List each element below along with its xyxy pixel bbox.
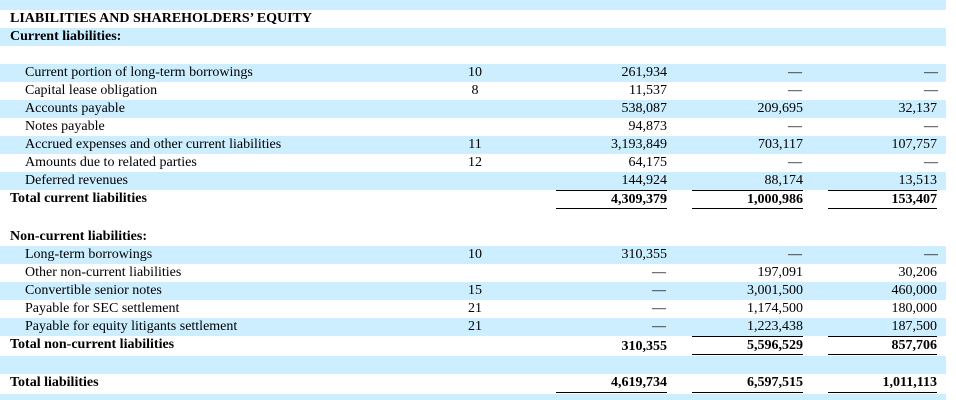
- row-note: [455, 118, 495, 136]
- row-value-c1: 144,924: [621, 173, 667, 188]
- row-label: Payable for equity litigants settlement: [25, 319, 238, 334]
- row-value-c1: —: [652, 283, 666, 298]
- total-liabilities-c2: 6,597,515: [692, 374, 803, 395]
- row-note: 21: [468, 301, 482, 316]
- row-note: [455, 264, 495, 282]
- row-value-c3: —: [924, 155, 938, 170]
- row-note: 8: [471, 83, 479, 98]
- total-noncurrent-label: Total non-current liabilities: [10, 337, 175, 352]
- row-value-c2: —: [788, 65, 802, 80]
- table-row: [0, 118, 946, 136]
- row-label: Current portion of long-term borrowings: [25, 65, 253, 80]
- row-label: Accounts payable: [25, 101, 125, 116]
- row-value-c1: 3,193,849: [611, 137, 667, 152]
- row-label: Notes payable: [25, 119, 105, 134]
- row-note: [455, 172, 495, 190]
- current-liabilities-header: Current liabilities:: [10, 29, 122, 44]
- row-note: 10: [468, 247, 482, 262]
- row-value-c3: 180,000: [891, 301, 937, 316]
- row-note: 21: [468, 319, 482, 334]
- total-current-label: Total current liabilities: [10, 191, 147, 206]
- row-note: 15: [468, 283, 482, 298]
- table-row: [0, 282, 946, 300]
- total-current-c3: 153,407: [828, 190, 937, 209]
- row-value-c1: —: [652, 265, 666, 280]
- band-top: [0, 0, 946, 10]
- total-current-row: [0, 190, 946, 208]
- total-liabilities-c1: 4,619,734: [556, 374, 667, 395]
- row-value-c3: 30,206: [898, 265, 937, 280]
- row-label: Other non-current liabilities: [25, 265, 182, 280]
- total-liabilities-label: Total liabilities: [10, 375, 99, 390]
- row-value-c1: 310,355: [621, 247, 667, 262]
- row-value-c3: 107,757: [891, 137, 937, 152]
- current-header-row: [0, 28, 946, 46]
- table-row: [0, 154, 946, 172]
- row-value-c2: —: [788, 247, 802, 262]
- total-noncurrent-c2: 5,596,529: [692, 336, 803, 355]
- total-noncurrent-c3: 857,706: [828, 336, 937, 355]
- row-note: 12: [468, 155, 482, 170]
- table-row: [0, 64, 946, 82]
- row-value-c3: 32,137: [898, 101, 937, 116]
- row-value-c1: —: [652, 301, 666, 316]
- row-value-c2: —: [788, 155, 802, 170]
- row-label: Amounts due to related parties: [25, 155, 197, 170]
- section-title: LIABILITIES AND SHAREHOLDERS’ EQUITY: [10, 11, 312, 26]
- row-value-c3: —: [924, 65, 938, 80]
- row-value-c2: 209,695: [757, 101, 803, 116]
- row-value-c2: —: [788, 83, 802, 98]
- table-row: [0, 264, 946, 282]
- row-value-c3: —: [924, 83, 938, 98]
- row-value-c1: 261,934: [621, 65, 667, 80]
- row-value-c3: 187,500: [891, 319, 937, 334]
- row-label: Capital lease obligation: [25, 83, 158, 98]
- total-noncurrent-c1: 310,355: [556, 338, 667, 357]
- row-value-c3: —: [924, 247, 938, 262]
- noncurrent-liabilities-header: Non-current liabilities:: [10, 229, 148, 244]
- table-row: [0, 172, 946, 190]
- table-row: [0, 100, 946, 118]
- row-value-c3: 460,000: [891, 283, 937, 298]
- row-value-c3: 13,513: [898, 173, 937, 188]
- band-bottom: [0, 394, 946, 400]
- row-label: Convertible senior notes: [25, 283, 162, 298]
- noncurrent-header-row: [0, 228, 946, 246]
- row-label: Payable for SEC settlement: [25, 301, 180, 316]
- row-value-c2: 703,117: [758, 137, 803, 152]
- section-title-row: [0, 10, 946, 28]
- band-mid: [0, 356, 946, 374]
- row-note: 10: [468, 65, 482, 80]
- row-note: [455, 100, 495, 118]
- row-value-c2: —: [788, 119, 802, 134]
- row-value-c1: 94,873: [628, 119, 667, 134]
- row-value-c2: 1,223,438: [747, 319, 803, 334]
- row-value-c1: 538,087: [621, 101, 667, 116]
- total-liabilities-row: [0, 374, 946, 392]
- table-row: [0, 300, 946, 318]
- row-value-c1: 11,537: [629, 83, 667, 98]
- total-current-c2: 1,000,986: [692, 190, 803, 209]
- row-value-c2: 3,001,500: [747, 283, 803, 298]
- row-value-c1: 64,175: [628, 155, 667, 170]
- table-row: [0, 246, 946, 264]
- total-noncurrent-row: [0, 336, 946, 354]
- row-label: Long-term borrowings: [25, 247, 153, 262]
- row-label: Deferred revenues: [25, 173, 128, 188]
- table-row: [0, 82, 946, 100]
- row-value-c2: 197,091: [757, 265, 803, 280]
- total-current-c1: 4,309,379: [556, 190, 667, 209]
- row-label: Accrued expenses and other current liabilities: [25, 137, 282, 152]
- total-liabilities-c3: 1,011,113: [828, 374, 937, 395]
- row-value-c2: 1,174,500: [747, 301, 803, 316]
- table-row: [0, 136, 946, 154]
- table-row: [0, 318, 946, 336]
- row-value-c1: —: [652, 319, 666, 334]
- row-value-c3: —: [924, 119, 938, 134]
- row-note: 11: [468, 137, 482, 152]
- row-value-c2: 88,174: [764, 173, 803, 188]
